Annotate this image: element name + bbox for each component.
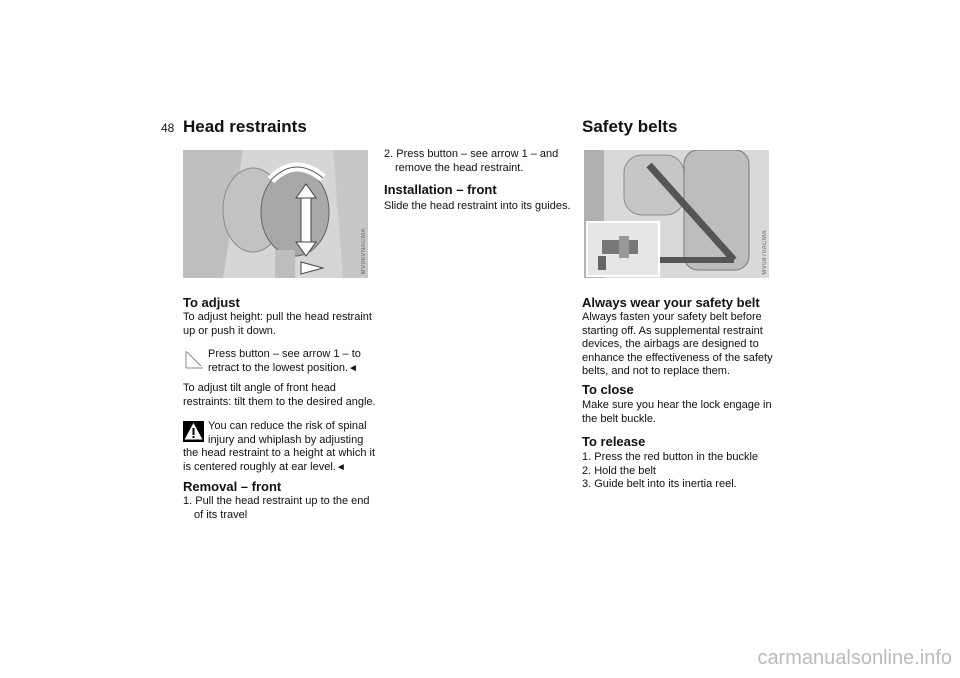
end-marker: ◄ — [335, 461, 346, 473]
note-icon — [184, 349, 205, 370]
safety-belt-image — [584, 150, 769, 278]
text-line: 1. Press the red button in the buckle — [582, 451, 759, 463]
to-close-text — [582, 399, 772, 426]
removal-step-2 — [384, 148, 558, 175]
paragraph-adjust-height — [183, 311, 372, 338]
paragraph-adjust-tilt — [183, 382, 376, 409]
text-line: is centered roughly at ear level. — [183, 460, 336, 473]
text-line: 3. Guide belt into its inertia reel. — [582, 478, 737, 490]
text-line: of its travel — [194, 508, 248, 521]
image-code: MV0870ACMA — [762, 230, 768, 275]
text-line: up or push it down. — [183, 324, 276, 337]
heading-to-release: To release — [582, 434, 646, 449]
heading-removal-front: Removal – front — [183, 479, 282, 494]
note-press-button — [208, 348, 361, 375]
image-code: MV06VNACMA — [361, 228, 367, 275]
text-line: 2. Press button – see arrow 1 – and — [384, 148, 559, 160]
removal-step-1 — [183, 495, 370, 522]
installation-text: Slide the head restraint into its guides. — [384, 200, 571, 212]
text-line: You can reduce the risk of spinal — [208, 420, 367, 432]
text-line: restraints: tilt them to the desired angle. — [183, 395, 376, 408]
text-line: Make sure you hear the lock engage in — [582, 399, 772, 411]
text-line: devices, the airbags are designed to — [582, 338, 759, 350]
text-line: enhance the effectiveness of the safety — [582, 351, 773, 364]
warning-text-bottom — [183, 447, 375, 474]
text-line: 2. Hold the belt — [582, 464, 656, 477]
heading-installation-front: Installation – front — [384, 182, 497, 197]
end-marker: ◄ — [348, 362, 358, 374]
text-line: 1. Pull the head restraint up to the end — [183, 495, 370, 507]
text-line: Always fasten your safety belt before — [582, 311, 762, 323]
heading-to-adjust: To adjust — [183, 295, 240, 310]
text-line: remove the head restraint. — [395, 161, 524, 174]
warning-icon — [183, 421, 204, 442]
head-restraint-image — [183, 150, 368, 278]
text-line: retract to the lowest position. — [208, 361, 349, 374]
heading-to-close: To close — [582, 382, 634, 397]
text-line: the belt buckle. — [582, 412, 656, 425]
text-line: To adjust height: pull the head restraint — [183, 311, 372, 323]
always-wear-text — [582, 311, 773, 379]
text-line: To adjust tilt angle of front head — [183, 382, 336, 394]
section-title-head-restraints: Head restraints — [183, 117, 307, 136]
page-number: 48 — [161, 121, 175, 135]
text-line: injury and whiplash by adjusting — [208, 433, 364, 446]
footer-watermark: carmanualsonline.info — [757, 647, 952, 669]
text-line: belts, and not to replace them. — [582, 365, 730, 377]
text-line: starting off. As supplemental restraint — [582, 324, 763, 337]
section-title-safety-belts: Safety belts — [582, 117, 678, 136]
to-release-steps — [582, 451, 758, 492]
text-line: Press button – see arrow 1 – to — [208, 348, 361, 360]
warning-text-top — [208, 420, 367, 447]
text-line: the head restraint to a height at which it — [183, 447, 376, 459]
heading-always-wear: Always wear your safety belt — [582, 295, 760, 310]
